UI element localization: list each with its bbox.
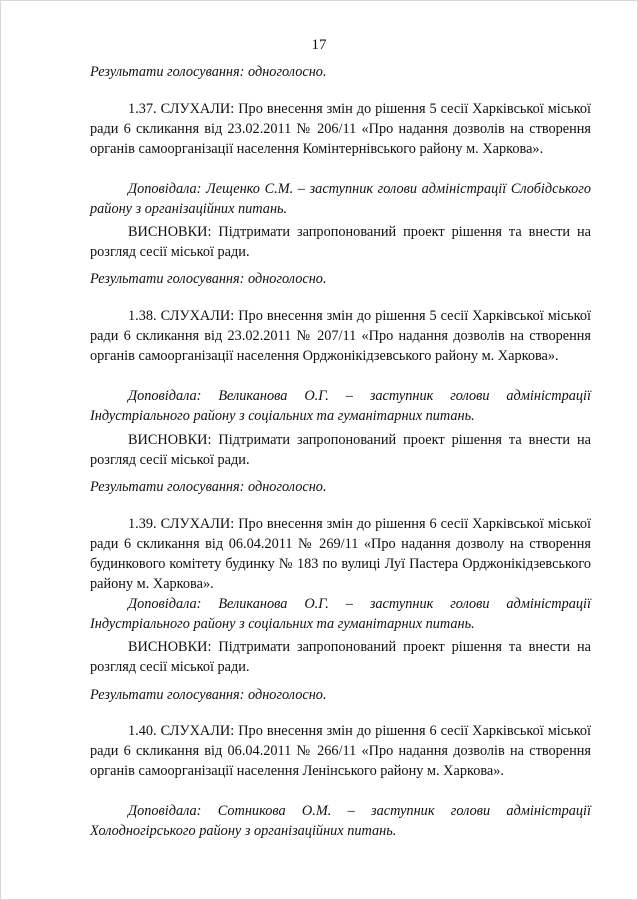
heard-item: 1.38. СЛУХАЛИ: Про внесення змін до рішення 5 сесії Харківської міської ради 6 скликання від 23.02.2011 № 207/11 «Про надання дозволів на створення органів самоорганізації населення Орджонікідзевського району м. Харкова». [90,308,591,364]
heard-item: 1.37. СЛУХАЛИ: Про внесення змін до рішення 5 сесії Харківської міської ради 6 скликання від 23.02.2011 № 206/11 «Про надання дозволів на створення органів самоорганізації населення Комінтернівського району м. Харкова». [90,101,591,157]
conclusion: ВИСНОВКИ: Підтримати запропонований проект рішення та внести на розгляд сесії міської ради. [90,639,591,675]
heard-item: 1.40. СЛУХАЛИ: Про внесення змін до рішення 6 сесії Харківської міської ради 6 скликання від 06.04.2011 № 266/11 «Про надання дозволів на створення органів самоорганізації населення Ленінського району м. Харкова». [90,723,591,779]
speaker-line: Доповідала: Лещенко С.М. – заступник голови адміністрації Слобідського району з організаційних питань. [90,181,591,217]
speaker-line: Доповідала: Сотникова О.М. – заступник голови адміністрації Холодногірського району з організаційних питань. [90,803,591,839]
voting-result: Результати голосування: одноголосно. [90,687,327,703]
conclusion: ВИСНОВКИ: Підтримати запропонований проект рішення та внести на розгляд сесії міської ради. [90,224,591,260]
page-number: 17 [311,37,327,53]
speaker-line: Доповідала: Великанова О.Г. – заступник голови адміністрації Індустріального району з соціальних та гуманітарних питань. [90,388,591,424]
voting-result: Результати голосування: одноголосно. [90,64,327,80]
speaker-line: Доповідала: Великанова О.Г. – заступник голови адміністрації Індустріального району з соціальних та гуманітарних питань. [90,596,591,632]
voting-result: Результати голосування: одноголосно. [90,271,327,287]
heard-item: 1.39. СЛУХАЛИ: Про внесення змін до рішення 6 сесії Харківської міської ради 6 скликання від 06.04.2011 № 269/11 «Про надання дозволу на створення будинкового комітету будинку № 183 по вулиці Луї Пастера Орджонікідзевського району м. Харкова». [90,516,591,592]
conclusion: ВИСНОВКИ: Підтримати запропонований проект рішення та внести на розгляд сесії міської ради. [90,432,591,468]
voting-result: Результати голосування: одноголосно. [90,479,327,495]
